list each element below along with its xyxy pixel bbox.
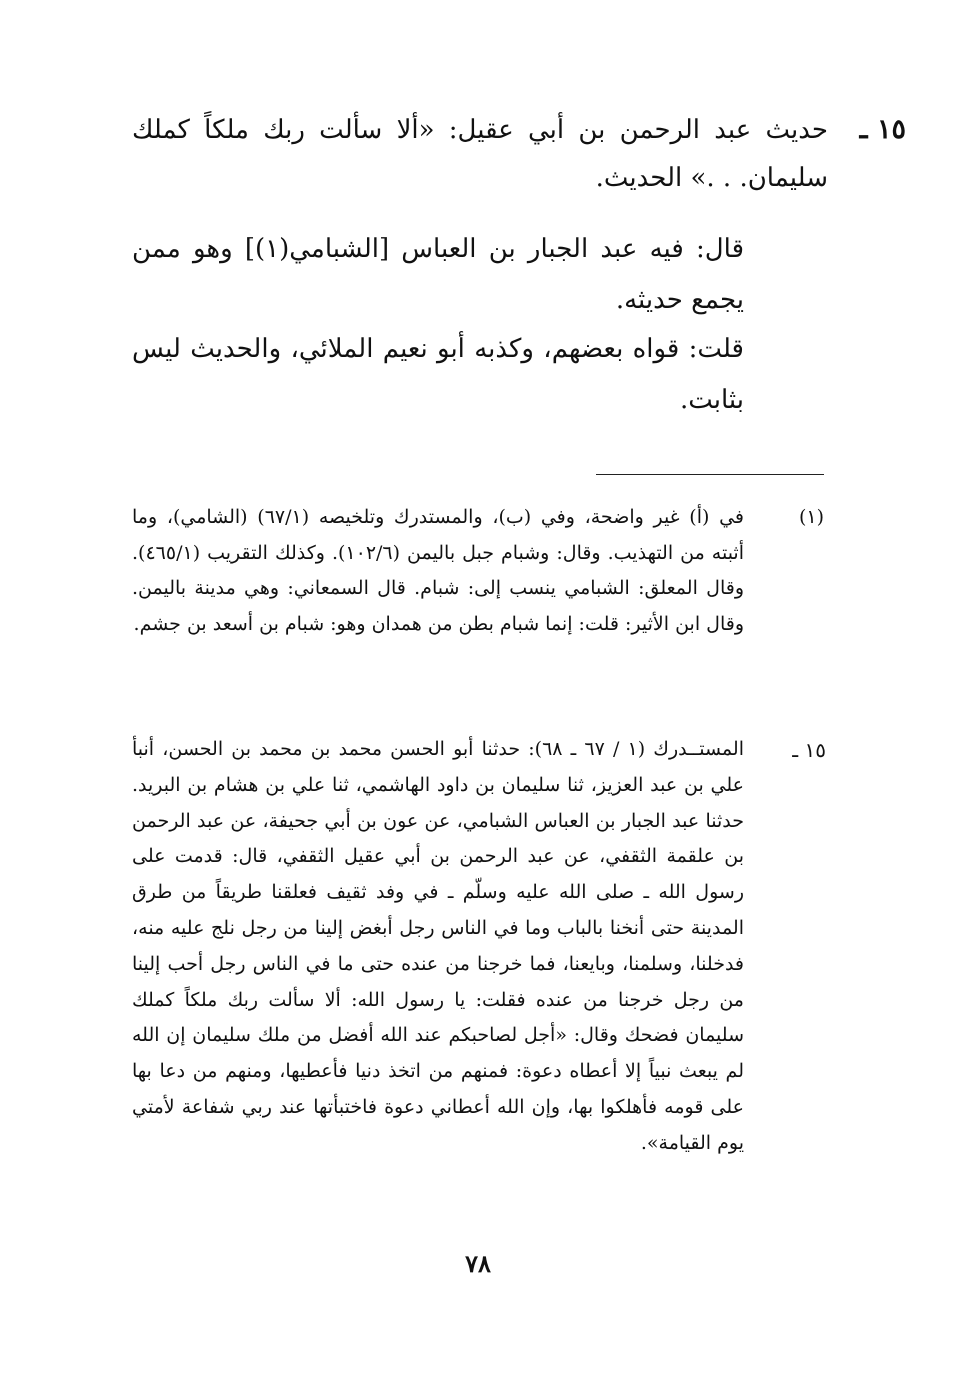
entry-number: ١٥ ـ	[859, 114, 906, 145]
source-text: المستــدرك (١ / ٦٧ ـ ٦٨): حدثنا أبو الحسن محمد بن محمد بن الحسن، أنبأ علي بن عبد العزيز، ثنا سليمان بن داود الهاشمي، ثنا علي بن هشام بن البريد. حدثنا عبد الجبار بن العباس الشبامي، عن عون بن أبي جحيفة، عن عبد الرحمن بن علقمة الثقفي، عن عبد الرحمن بن أبي عقيل الثقفي، قال: قدمت على رسول الله ـ صلى الله عليه وسلّم ـ في وفد ثقيف فعلقنا طريقاً من طرق المدينة حتى أنخنا بالباب وما في الناس رجل أبغض إلينا من رجل نلج عليه منه، فدخلنا، وسلمنا، وبايعنا، فما خرجنا من عنده حتى ما في الناس رجل أحب إلينا من رجل خرجنا من عنده فقلت: يا رسول الله: ألا سألت ربك ملكاً كملك سليمان فضحك وقال: «أجل لصاحبكم عند الله أفضل من ملك سليمان إن الله لم يبعث نبياً إلا أعطاه دعوة: فمنهم من اتخذ دنيا فأعطيها، ومنهم من دعا بها على قومه فأهلكوا بها، وإن الله أعطاني دعوة فاختبأتها عند ربي شفاعة لأمتي يوم القيامة».	[132, 738, 744, 1154]
entry-text: حديث عبد الرحمن بن أبي عقيل: «ألا سألت ربك ملكاً كملك سليمان. . .» الحديث.	[132, 115, 828, 193]
footnote-divider	[596, 474, 824, 475]
footnote	[132, 500, 824, 642]
page-number: ٧٨	[465, 1249, 491, 1278]
commentary-block	[132, 224, 744, 426]
footnote-number: (١)	[798, 506, 824, 528]
hadith-entry	[132, 106, 906, 202]
footnote-text: في (أ) غير واضحة، وفي (ب)، والمستدرك وتلخيصه (٦٧/١) (الشامي)، وما أثبته من التهذيب. وقال: وشبام جبل باليمن (١٠٢/٦). وكذلك التقريب (٤٦٥/١). وقال المعلق: الشبامي ينسب إلى: شبام. قال السمعاني: وهي مدينة باليمن. وقال ابن الأثير: قلت: إنما شبام بطن من همدان وهو: شبام بن أسعد بن جشم.	[132, 506, 744, 635]
commentary-qultu: قلت: قواه بعضهم، وكذبه أبو نعيم الملائي، والحديث ليس بثابت.	[132, 334, 744, 415]
source-number: ١٥ ـ	[792, 738, 826, 762]
commentary-qala: قال: فيه عبد الجبار بن العباس [الشبامي(١)] وهو ممن يجمع حديثه.	[132, 234, 744, 315]
source-reference	[132, 732, 826, 1162]
